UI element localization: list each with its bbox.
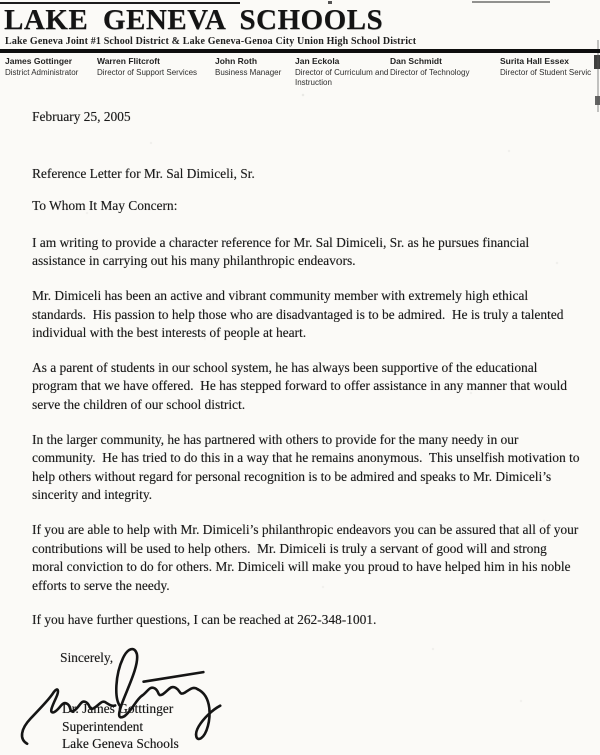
- staff-member: [215, 56, 281, 78]
- salutation: To Whom It May Concern:: [32, 198, 178, 214]
- header-rule: [0, 49, 600, 53]
- staff-member: [97, 56, 197, 78]
- staff-name: Dan Schmidt: [390, 56, 442, 66]
- staff-name: Surita Hall Essex: [500, 56, 569, 66]
- staff-title: Business Manager: [215, 68, 282, 77]
- letter-body: [32, 108, 583, 646]
- paragraph: Mr. Dimiceli has been an active and vibrant community member with extremely high ethical standards. His passion to help those who are disadvantaged is to be admired. He is truly a talented individual with the best interests of people at heart.: [32, 287, 567, 341]
- staff-name: James Gottinger: [5, 56, 73, 66]
- paragraph: In the larger community, he has partnered with others to provide for the many needy in our community. He has tried to do this in a way that he remains anonymous. This unselfish motivation to help others without regard for personal recognition is to be admired and speaks to Mr. Dimiceli’s sincerity and integrity.: [32, 431, 583, 503]
- district-subtitle: Lake Geneva Joint #1 School District & Lake Geneva-Genoa City Union High School District: [5, 36, 417, 47]
- staff-name: Warren Flitcroft: [97, 56, 160, 66]
- staff-title: District Administrator: [5, 68, 79, 77]
- staff-member: [500, 56, 591, 78]
- signer-org: Lake Geneva Schools: [62, 736, 179, 752]
- staff-member: [295, 56, 395, 88]
- date-line: February 25, 2005: [32, 109, 131, 124]
- paragraph: If you have further questions, I can be reached at 262-348-1001.: [32, 612, 377, 628]
- signer-block: [62, 700, 179, 753]
- staff-title: Director of Technology: [390, 68, 470, 77]
- closing: Sincerely,: [60, 650, 114, 665]
- subject-line: Reference Letter for Mr. Sal Dimiceli, Sr.: [32, 165, 255, 181]
- staff-title: Director of Curriculum and Instruction: [295, 68, 389, 87]
- staff-title: Director of Student Servic: [500, 68, 592, 77]
- district-title: LAKE GENEVA SCHOOLS: [4, 4, 384, 36]
- staff-name: John Roth: [215, 56, 258, 66]
- staff-title: Director of Support Services: [97, 68, 198, 77]
- scan-noise: [0, 0, 2, 2]
- signer-name: Dr. James Gotttinger: [62, 701, 174, 716]
- paragraph: I am writing to provide a character reference for Mr. Sal Dimiceli, Sr. as he pursues financial assistance in carrying out his many philanthropic endeavors.: [32, 234, 533, 269]
- staff-member: [5, 56, 78, 78]
- signer-title: Superintendent: [62, 718, 144, 734]
- paragraph: If you are able to help with Mr. Dimiceli’s philanthropic endeavors you can be assured that all of your contributions will be used to help others. Mr. Dimiceli is truly a servant of good will and strong moral conviction to do for others. Mr. Dimiceli will make you proud to have helped him in his noble efforts to serve the needy.: [32, 521, 582, 593]
- staff-member: [390, 56, 469, 78]
- staff-name: Jan Eckola: [295, 56, 340, 66]
- paragraph: As a parent of students in our school system, he has always been supportive of the educational program that we have offered. He has stepped forward to offer assistance in any manner that would serve the children of our school district.: [32, 359, 571, 412]
- staff-directory: [0, 56, 600, 98]
- scan-artifact-line: [472, 1, 550, 3]
